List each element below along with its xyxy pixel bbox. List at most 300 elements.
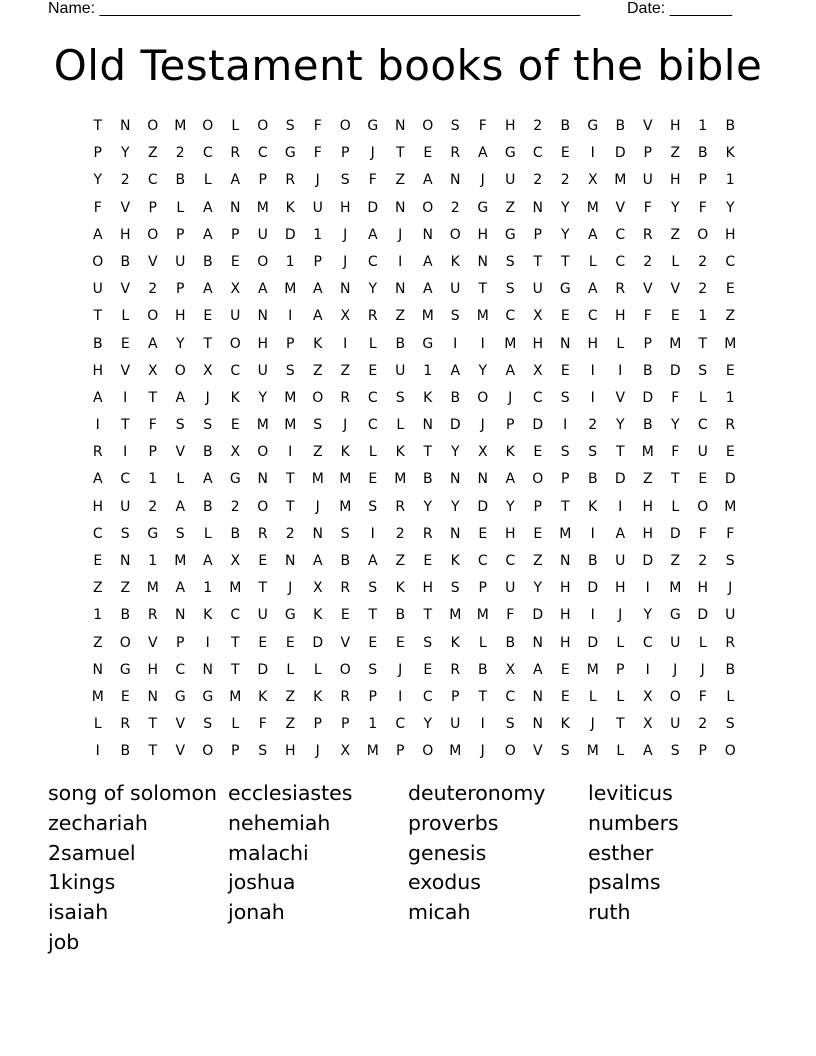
grid-letter: A xyxy=(312,553,323,569)
grid-letter: 2 xyxy=(148,498,158,515)
grid-letter: B xyxy=(202,253,213,270)
grid-letter: V xyxy=(120,362,131,379)
word-list-item: zechariah xyxy=(48,810,148,835)
grid-letter: D xyxy=(642,389,654,406)
grid-letter: A xyxy=(92,471,103,488)
grid-letter: Z xyxy=(92,634,103,651)
grid-letter: Z xyxy=(670,226,681,243)
grid-letter: O xyxy=(339,661,351,678)
grid-letter: B xyxy=(120,607,131,624)
grid-letter: Y xyxy=(450,444,460,461)
grid-letter: P xyxy=(176,281,185,298)
grid-letter: E xyxy=(725,362,735,379)
grid-letter: B xyxy=(202,498,213,515)
grid-letter: N xyxy=(560,553,571,569)
grid-letter: S xyxy=(203,716,213,733)
grid-letter: B xyxy=(120,743,131,760)
grid-letter: H xyxy=(559,607,571,624)
grid-letter: E xyxy=(560,661,570,678)
grid-letter: N xyxy=(422,226,433,243)
grid-letter: U xyxy=(450,281,461,298)
grid-letter: T xyxy=(285,471,295,488)
grid-letter: E xyxy=(340,607,350,624)
grid-letter: S xyxy=(120,525,130,542)
grid-letter: Z xyxy=(670,145,681,162)
grid-letter: K xyxy=(340,444,350,461)
grid-letter: C xyxy=(697,417,708,434)
grid-letter: 1 xyxy=(368,716,378,733)
grid-letter: G xyxy=(669,607,681,624)
grid-letter: N xyxy=(532,716,543,733)
grid-letter: C xyxy=(367,389,378,406)
grid-letter: O xyxy=(532,471,544,488)
grid-letter: I xyxy=(398,253,403,270)
word-list-item: leviticus xyxy=(588,781,673,805)
grid-letter: C xyxy=(615,253,626,270)
grid-letter: D xyxy=(532,607,544,624)
grid-letter: H xyxy=(92,498,104,515)
grid-letter: 1 xyxy=(313,226,323,243)
grid-letter: O xyxy=(422,743,434,760)
grid-letter: E xyxy=(423,553,433,569)
grid-letter: M xyxy=(229,688,242,705)
grid-letter: E xyxy=(423,145,433,162)
grid-letter: T xyxy=(203,335,213,352)
grid-letter: Y xyxy=(725,199,735,216)
grid-letter: Z xyxy=(395,308,406,325)
grid-letter: V xyxy=(615,389,626,406)
grid-letter: O xyxy=(147,118,159,134)
grid-letter: R xyxy=(340,580,351,597)
grid-letter: L xyxy=(176,471,185,488)
grid-letter: P xyxy=(93,145,102,162)
grid-letter: Z xyxy=(312,444,323,461)
grid-letter: M xyxy=(311,471,324,488)
grid-letter: I xyxy=(205,634,210,651)
word-list-item: nehemiah xyxy=(228,810,331,835)
grid-letter: J xyxy=(343,417,348,434)
grid-letter: N xyxy=(257,471,268,488)
grid-letter: L xyxy=(616,743,625,760)
grid-letter: C xyxy=(147,172,158,189)
grid-letter: A xyxy=(312,281,323,298)
grid-letter: U xyxy=(615,553,626,569)
grid-letter: D xyxy=(587,634,599,651)
grid-letter: S xyxy=(340,172,350,189)
grid-letter: J xyxy=(315,743,320,760)
grid-letter: E xyxy=(423,661,433,678)
grid-letter: B xyxy=(477,661,488,678)
grid-letter: R xyxy=(120,716,131,733)
grid-letter: A xyxy=(202,281,213,298)
grid-letter: O xyxy=(147,308,159,325)
word-list-item: ruth xyxy=(588,900,631,925)
grid-letter: R xyxy=(422,525,433,542)
grid-letter: C xyxy=(505,688,516,705)
grid-letter: E xyxy=(560,145,570,162)
grid-letter: 2 xyxy=(533,172,543,189)
grid-letter: H xyxy=(669,172,681,189)
grid-letter: N xyxy=(340,281,351,298)
grid-letter: C xyxy=(120,471,131,488)
grid-letter: C xyxy=(230,362,241,379)
grid-letter: Y xyxy=(560,226,570,243)
grid-letter: U xyxy=(395,362,406,379)
grid-letter: O xyxy=(697,498,709,515)
grid-letter: 1 xyxy=(148,553,158,569)
grid-letter: P xyxy=(341,716,350,733)
grid-letter: O xyxy=(92,253,104,270)
grid-letter: Z xyxy=(285,688,296,705)
grid-letter: R xyxy=(230,145,241,162)
grid-letter: U xyxy=(505,580,516,597)
grid-letter: T xyxy=(423,444,433,461)
grid-letter: T xyxy=(670,471,680,488)
grid-letter: B xyxy=(642,362,653,379)
grid-letter: D xyxy=(614,145,626,162)
grid-letter: I xyxy=(590,362,595,379)
grid-letter: E xyxy=(120,335,130,352)
grid-letter: S xyxy=(258,743,268,760)
grid-letter: G xyxy=(367,118,379,134)
grid-letter: N xyxy=(230,199,241,216)
word-list-item: 2samuel xyxy=(48,840,136,865)
grid-letter: J xyxy=(343,253,348,270)
grid-letter: X xyxy=(532,362,543,379)
grid-letter: I xyxy=(288,308,293,325)
grid-letter: T xyxy=(560,498,570,515)
grid-letter: A xyxy=(450,362,461,379)
grid-letter: O xyxy=(257,118,269,134)
grid-letter: S xyxy=(368,498,378,515)
grid-letter: J xyxy=(673,661,678,678)
grid-letter: E xyxy=(368,471,378,488)
grid-letter: J xyxy=(700,661,705,678)
grid-letter: X xyxy=(532,308,543,325)
grid-letter: N xyxy=(120,553,131,569)
grid-letter: U xyxy=(92,281,103,298)
grid-letter: K xyxy=(313,607,323,624)
grid-letter: E xyxy=(368,634,378,651)
grid-letter: K xyxy=(258,688,268,705)
grid-letter: A xyxy=(202,471,213,488)
grid-letter: T xyxy=(230,634,240,651)
grid-letter: E xyxy=(560,362,570,379)
grid-letter: U xyxy=(450,716,461,733)
grid-letter: S xyxy=(505,281,515,298)
grid-letter: O xyxy=(669,688,681,705)
grid-letter: X xyxy=(340,308,351,325)
grid-letter: I xyxy=(288,444,293,461)
grid-letter: L xyxy=(588,253,597,270)
grid-letter: C xyxy=(367,417,378,434)
grid-letter: R xyxy=(725,634,736,651)
grid-letter: L xyxy=(203,525,212,542)
grid-letter: M xyxy=(614,172,627,189)
grid-letter: 2 xyxy=(698,281,708,298)
word-list-item: song of solomon xyxy=(48,781,217,805)
grid-letter: N xyxy=(175,607,186,624)
grid-letter: B xyxy=(422,471,433,488)
grid-letter: H xyxy=(504,525,516,542)
grid-letter: P xyxy=(478,580,487,597)
grid-letter: A xyxy=(422,281,433,298)
grid-letter: T xyxy=(93,118,103,134)
grid-letter: L xyxy=(726,688,735,705)
grid-letter: N xyxy=(285,553,296,569)
grid-letter: E xyxy=(120,688,130,705)
grid-letter: B xyxy=(120,253,131,270)
grid-letter: N xyxy=(560,335,571,352)
grid-letter: H xyxy=(504,118,516,134)
grid-letter: T xyxy=(285,498,295,515)
grid-letter: L xyxy=(203,172,212,189)
grid-letter: 2 xyxy=(395,525,405,542)
grid-letter: 2 xyxy=(450,199,460,216)
grid-letter: P xyxy=(698,743,707,760)
grid-letter: P xyxy=(231,226,240,243)
grid-letter: M xyxy=(449,743,462,760)
grid-letter: D xyxy=(532,417,544,434)
grid-letter: R xyxy=(147,607,158,624)
grid-letter: M xyxy=(586,661,599,678)
grid-letter: B xyxy=(642,417,653,434)
grid-letter: L xyxy=(286,661,295,678)
grid-letter: B xyxy=(725,661,736,678)
word-list-item: proverbs xyxy=(408,810,499,835)
grid-letter: I xyxy=(398,688,403,705)
grid-letter: R xyxy=(615,281,626,298)
grid-letter: J xyxy=(398,226,403,243)
grid-letter: K xyxy=(505,444,515,461)
grid-letter: I xyxy=(370,525,375,542)
grid-letter: T xyxy=(615,444,625,461)
grid-letter: I xyxy=(343,335,348,352)
grid-letter: U xyxy=(697,444,708,461)
grid-letter: J xyxy=(315,172,320,189)
grid-letter: L xyxy=(616,335,625,352)
grid-letter: A xyxy=(175,498,186,515)
grid-letter: S xyxy=(175,525,185,542)
word-list-item: joshua xyxy=(228,870,296,895)
grid-letter: C xyxy=(477,553,488,569)
grid-letter: X xyxy=(477,444,488,461)
grid-letter: V xyxy=(642,118,653,134)
grid-letter: M xyxy=(586,199,599,216)
grid-letter: I xyxy=(645,580,650,597)
grid-letter: S xyxy=(588,444,598,461)
grid-letter: H xyxy=(669,118,681,134)
grid-letter: M xyxy=(284,389,297,406)
grid-letter: T xyxy=(148,743,158,760)
grid-letter: C xyxy=(505,308,516,325)
grid-letter: S xyxy=(450,118,460,134)
grid-letter: A xyxy=(202,226,213,243)
grid-letter: K xyxy=(450,253,460,270)
grid-letter: K xyxy=(313,688,323,705)
grid-letter: U xyxy=(670,634,681,651)
grid-letter: K xyxy=(560,716,570,733)
grid-letter: H xyxy=(587,335,599,352)
grid-letter: O xyxy=(449,226,461,243)
grid-letter: P xyxy=(643,335,652,352)
grid-letter: U xyxy=(505,172,516,189)
grid-letter: M xyxy=(91,688,104,705)
grid-letter: S xyxy=(368,580,378,597)
grid-letter: D xyxy=(614,471,626,488)
grid-letter: Z xyxy=(120,580,131,597)
grid-letter: X xyxy=(147,362,158,379)
grid-letter: U xyxy=(257,226,268,243)
grid-letter: M xyxy=(504,335,517,352)
grid-letter: C xyxy=(367,253,378,270)
grid-letter: E xyxy=(258,553,268,569)
grid-letter: L xyxy=(231,118,240,134)
grid-letter: R xyxy=(285,172,296,189)
grid-letter: P xyxy=(533,498,542,515)
grid-letter: G xyxy=(147,525,159,542)
grid-letter: F xyxy=(671,389,680,406)
grid-letter: S xyxy=(505,716,515,733)
grid-letter: F xyxy=(506,607,515,624)
grid-letter: O xyxy=(422,118,434,134)
grid-letter: N xyxy=(120,118,131,134)
grid-letter: G xyxy=(504,145,516,162)
grid-letter: 2 xyxy=(120,172,130,189)
grid-letter: O xyxy=(724,743,736,760)
word-list-item: malachi xyxy=(228,840,309,865)
grid-letter: N xyxy=(395,281,406,298)
grid-letter: R xyxy=(725,417,736,434)
grid-letter: V xyxy=(340,634,351,651)
grid-letter: K xyxy=(423,389,433,406)
grid-letter: K xyxy=(450,553,460,569)
grid-letter: P xyxy=(148,444,157,461)
grid-letter: R xyxy=(340,688,351,705)
grid-letter: E xyxy=(478,525,488,542)
grid-letter: M xyxy=(394,471,407,488)
grid-letter: F xyxy=(313,118,322,134)
grid-letter: R xyxy=(92,444,103,461)
page-title: Old Testament books of the bible xyxy=(53,41,763,90)
grid-letter: K xyxy=(313,335,323,352)
grid-letter: A xyxy=(532,661,543,678)
grid-letter: T xyxy=(423,607,433,624)
grid-letter: A xyxy=(175,580,186,597)
grid-letter: Z xyxy=(670,553,681,569)
grid-letter: C xyxy=(422,688,433,705)
grid-letter: B xyxy=(505,634,516,651)
grid-letter: 1 xyxy=(285,253,295,270)
grid-letter: I xyxy=(590,389,595,406)
grid-letter: N xyxy=(532,634,543,651)
grid-letter: J xyxy=(480,743,485,760)
grid-letter: F xyxy=(643,199,652,216)
grid-letter: A xyxy=(422,253,433,270)
grid-letter: N xyxy=(532,199,543,216)
grid-letter: L xyxy=(616,634,625,651)
grid-letter: V xyxy=(642,281,653,298)
grid-letter: L xyxy=(368,335,377,352)
grid-letter: F xyxy=(671,444,680,461)
grid-letter: T xyxy=(368,607,378,624)
grid-letter: N xyxy=(422,417,433,434)
grid-letter: M xyxy=(476,308,489,325)
grid-letter: I xyxy=(590,607,595,624)
grid-letter: E xyxy=(725,281,735,298)
grid-letter: O xyxy=(257,498,269,515)
grid-letter: O xyxy=(697,226,709,243)
grid-letter: G xyxy=(284,607,296,624)
grid-letter: U xyxy=(532,281,543,298)
grid-letter: L xyxy=(671,498,680,515)
grid-letter: Y xyxy=(670,417,680,434)
grid-letter: N xyxy=(395,118,406,134)
grid-letter: A xyxy=(92,389,103,406)
grid-letter: Z xyxy=(395,172,406,189)
grid-letter: C xyxy=(615,226,626,243)
grid-letter: N xyxy=(92,661,103,678)
grid-letter: S xyxy=(560,444,570,461)
grid-letter: V xyxy=(670,281,681,298)
grid-letter: F xyxy=(698,199,707,216)
grid-letter: Y xyxy=(175,335,185,352)
grid-letter: D xyxy=(724,471,736,488)
word-list-item: psalms xyxy=(588,870,661,895)
word-list-item: micah xyxy=(408,900,471,925)
grid-letter: 2 xyxy=(698,553,708,569)
grid-letter: I xyxy=(618,362,623,379)
grid-letter: Y xyxy=(93,172,103,189)
grid-letter: N xyxy=(450,525,461,542)
grid-letter: L xyxy=(478,634,487,651)
grid-letter: D xyxy=(477,498,489,515)
grid-letter: N xyxy=(202,661,213,678)
grid-letter: T xyxy=(533,253,543,270)
grid-letter: T xyxy=(615,716,625,733)
grid-letter: Z xyxy=(642,471,653,488)
grid-letter: 2 xyxy=(175,145,185,162)
grid-letter: T xyxy=(120,417,130,434)
grid-letter: 1 xyxy=(698,118,708,134)
grid-letter: M xyxy=(256,199,269,216)
grid-letter: S xyxy=(423,634,433,651)
grid-letter: H xyxy=(422,580,434,597)
grid-letter: N xyxy=(450,471,461,488)
grid-letter: E xyxy=(698,471,708,488)
grid-letter: H xyxy=(119,226,131,243)
grid-letter: G xyxy=(202,688,214,705)
grid-letter: B xyxy=(202,444,213,461)
grid-letter: R xyxy=(395,498,406,515)
grid-letter: 1 xyxy=(93,607,103,624)
grid-letter: P xyxy=(396,743,405,760)
grid-letter: U xyxy=(120,498,131,515)
grid-letter: A xyxy=(257,281,268,298)
grid-letter: M xyxy=(229,580,242,597)
grid-letter: O xyxy=(202,118,214,134)
grid-letter: 2 xyxy=(588,417,598,434)
grid-letter: P xyxy=(286,335,295,352)
grid-letter: C xyxy=(532,145,543,162)
grid-letter: Y xyxy=(615,417,625,434)
grid-letter: Y xyxy=(670,199,680,216)
grid-letter: I xyxy=(480,335,485,352)
grid-letter: A xyxy=(175,389,186,406)
grid-letter: D xyxy=(367,199,379,216)
grid-letter: T xyxy=(698,335,708,352)
grid-letter: O xyxy=(422,199,434,216)
